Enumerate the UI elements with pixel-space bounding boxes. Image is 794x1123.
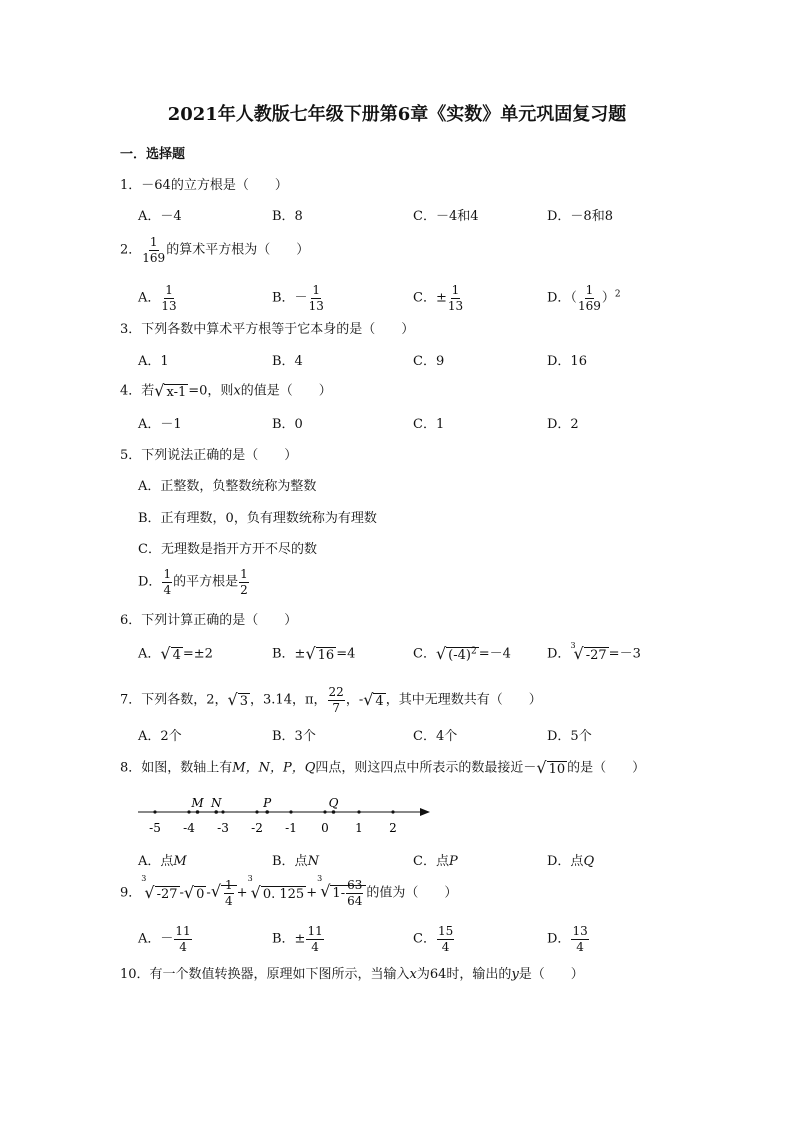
question-10-stem: 10．有一个数值转换器，原理如下图所示，当输入x为64时，输出的y是（ ） [120, 967, 584, 982]
arrow-icon [420, 808, 430, 816]
q8-option-d: D．点Q [547, 854, 595, 869]
q5-option-c: C．无理数是指开方开不尽的数 [138, 542, 317, 557]
point-Q [332, 810, 336, 814]
axis-tick-label: -4 [183, 821, 195, 835]
q2-option-c: C．± $\frac{1}{13}$ [413, 283, 464, 313]
axis-tick-label: 1 [355, 821, 363, 835]
axis-tick-label: -2 [251, 821, 263, 835]
q7-option-d: D．5个 [547, 729, 592, 744]
q9-option-b: B．± $\frac{11}{4}$ [272, 924, 323, 954]
q3-option-a: A．1 [138, 354, 169, 369]
point-label-Q: Q [328, 796, 339, 810]
question-8-stem: 8．如图，数轴上有M，N，P，Q四点，则这四点中所表示的数最接近－√ 10 的是（ ） [120, 758, 646, 777]
q7-option-c: C．4个 [413, 729, 458, 744]
q4-option-a: A．－1 [138, 417, 182, 432]
q1-option-d: D．－8和8 [547, 209, 613, 224]
q6-option-c: C．√ $(-4)^2 =-4$ [413, 644, 511, 663]
q9-option-d: D． $\frac{13}{4}$ [547, 924, 588, 954]
number-line-figure [130, 790, 440, 840]
q6-option-d: D．$^3$√ -27 =－3 [547, 641, 641, 663]
point-label-N: N [210, 796, 222, 810]
q6-option-a: A．√ 4 =±2 [138, 644, 213, 663]
question-2-stem [120, 236, 309, 264]
q5-option-a: A．正整数，负整数统称为整数 [138, 479, 317, 494]
page-title: 2021年人教版七年级下册第6章《实数》单元巩固复习题 [167, 104, 627, 125]
q9-option-a: A．－ $\frac{11}{4}$ [138, 924, 191, 954]
q4-option-d: D．2 [547, 417, 579, 432]
axis-tick [187, 810, 190, 813]
question-4-stem: 4．若√ x-1 =0，则x的值是（ ） [120, 381, 332, 400]
q8-option-c: C．点P [413, 854, 458, 869]
q3-option-b: B．4 [272, 354, 303, 369]
axis-tick-label: 2 [389, 821, 397, 835]
question-3-stem: 3．下列各数中算术平方根等于它本身的是（ ） [120, 322, 415, 337]
question-9-stem: 9．$^3$√ -27 -√ 0 -√ $\frac{1}{4}$ +$^3$√ 0. 125 +$^3$√ 1- $\frac{63}{64}$ 的值为（ ） [120, 874, 458, 908]
axis-tick [323, 810, 326, 813]
axis-tick [153, 810, 156, 813]
q2-number: 2． [120, 242, 142, 258]
axis-tick [357, 810, 360, 813]
axis-tick [289, 810, 292, 813]
axis-tick [391, 810, 394, 813]
point-M [196, 810, 200, 814]
axis-tick [221, 810, 224, 813]
point-P [265, 810, 269, 814]
point-N [214, 810, 218, 814]
question-7-stem: 7．下列各数，2，√ 3 ，3.14，π， $\frac{22}{7}$ ，-√ 4 ，其中无理数共有（ ） [120, 685, 542, 715]
point-label-M: M [191, 796, 204, 810]
q9-option-c: C． $\frac{15}{4}$ [413, 924, 454, 954]
q8-option-b: B．点N [272, 854, 319, 869]
axis-tick-label: 0 [321, 821, 329, 835]
q3-option-c: C．9 [413, 354, 445, 369]
question-6-stem: 6．下列计算正确的是（ ） [120, 613, 298, 628]
q2-option-b: B．－ $\frac{1}{13}$ [272, 283, 324, 313]
point-label-P: P [263, 796, 272, 810]
q3-option-d: D．16 [547, 354, 587, 369]
q2-stem-tail: 的算术平方根为（ ） [166, 242, 310, 258]
section-heading: 一．选择题 [120, 147, 186, 162]
q5-option-b: B．正有理数，0，负有理数统称为有理数 [138, 511, 377, 526]
question-1-stem: 1．－64的立方根是（ ） [120, 178, 288, 193]
q1-option-c: C．－4和4 [413, 209, 479, 224]
q7-option-b: B．3个 [272, 729, 316, 744]
q2-fraction: $\frac{1}{169}$ [142, 235, 166, 265]
q4-option-b: B．0 [272, 417, 303, 432]
q7-option-a: A．2个 [138, 729, 182, 744]
q4-option-c: C．1 [413, 417, 445, 432]
q6-option-b: B．±√ 16 =4 [272, 644, 356, 663]
question-5-stem: 5．下列说法正确的是（ ） [120, 448, 298, 463]
axis-tick-label: -3 [217, 821, 229, 835]
q8-option-a: A．点M [138, 854, 187, 869]
axis-tick-label: -5 [149, 821, 161, 835]
q2-option-d: D．（ $\frac{1}{169}$ ）$^2$ [547, 283, 621, 313]
axis-tick [255, 810, 258, 813]
q2-option-a: A． $\frac{1}{13}$ [138, 283, 177, 313]
q5-option-d: D． $\frac{1}{4}$ 的平方根是 $\frac{1}{2}$ [138, 567, 248, 597]
q1-option-a: A．－4 [138, 209, 182, 224]
q1-option-b: B．8 [272, 209, 303, 224]
axis-tick-label: -1 [285, 821, 297, 835]
